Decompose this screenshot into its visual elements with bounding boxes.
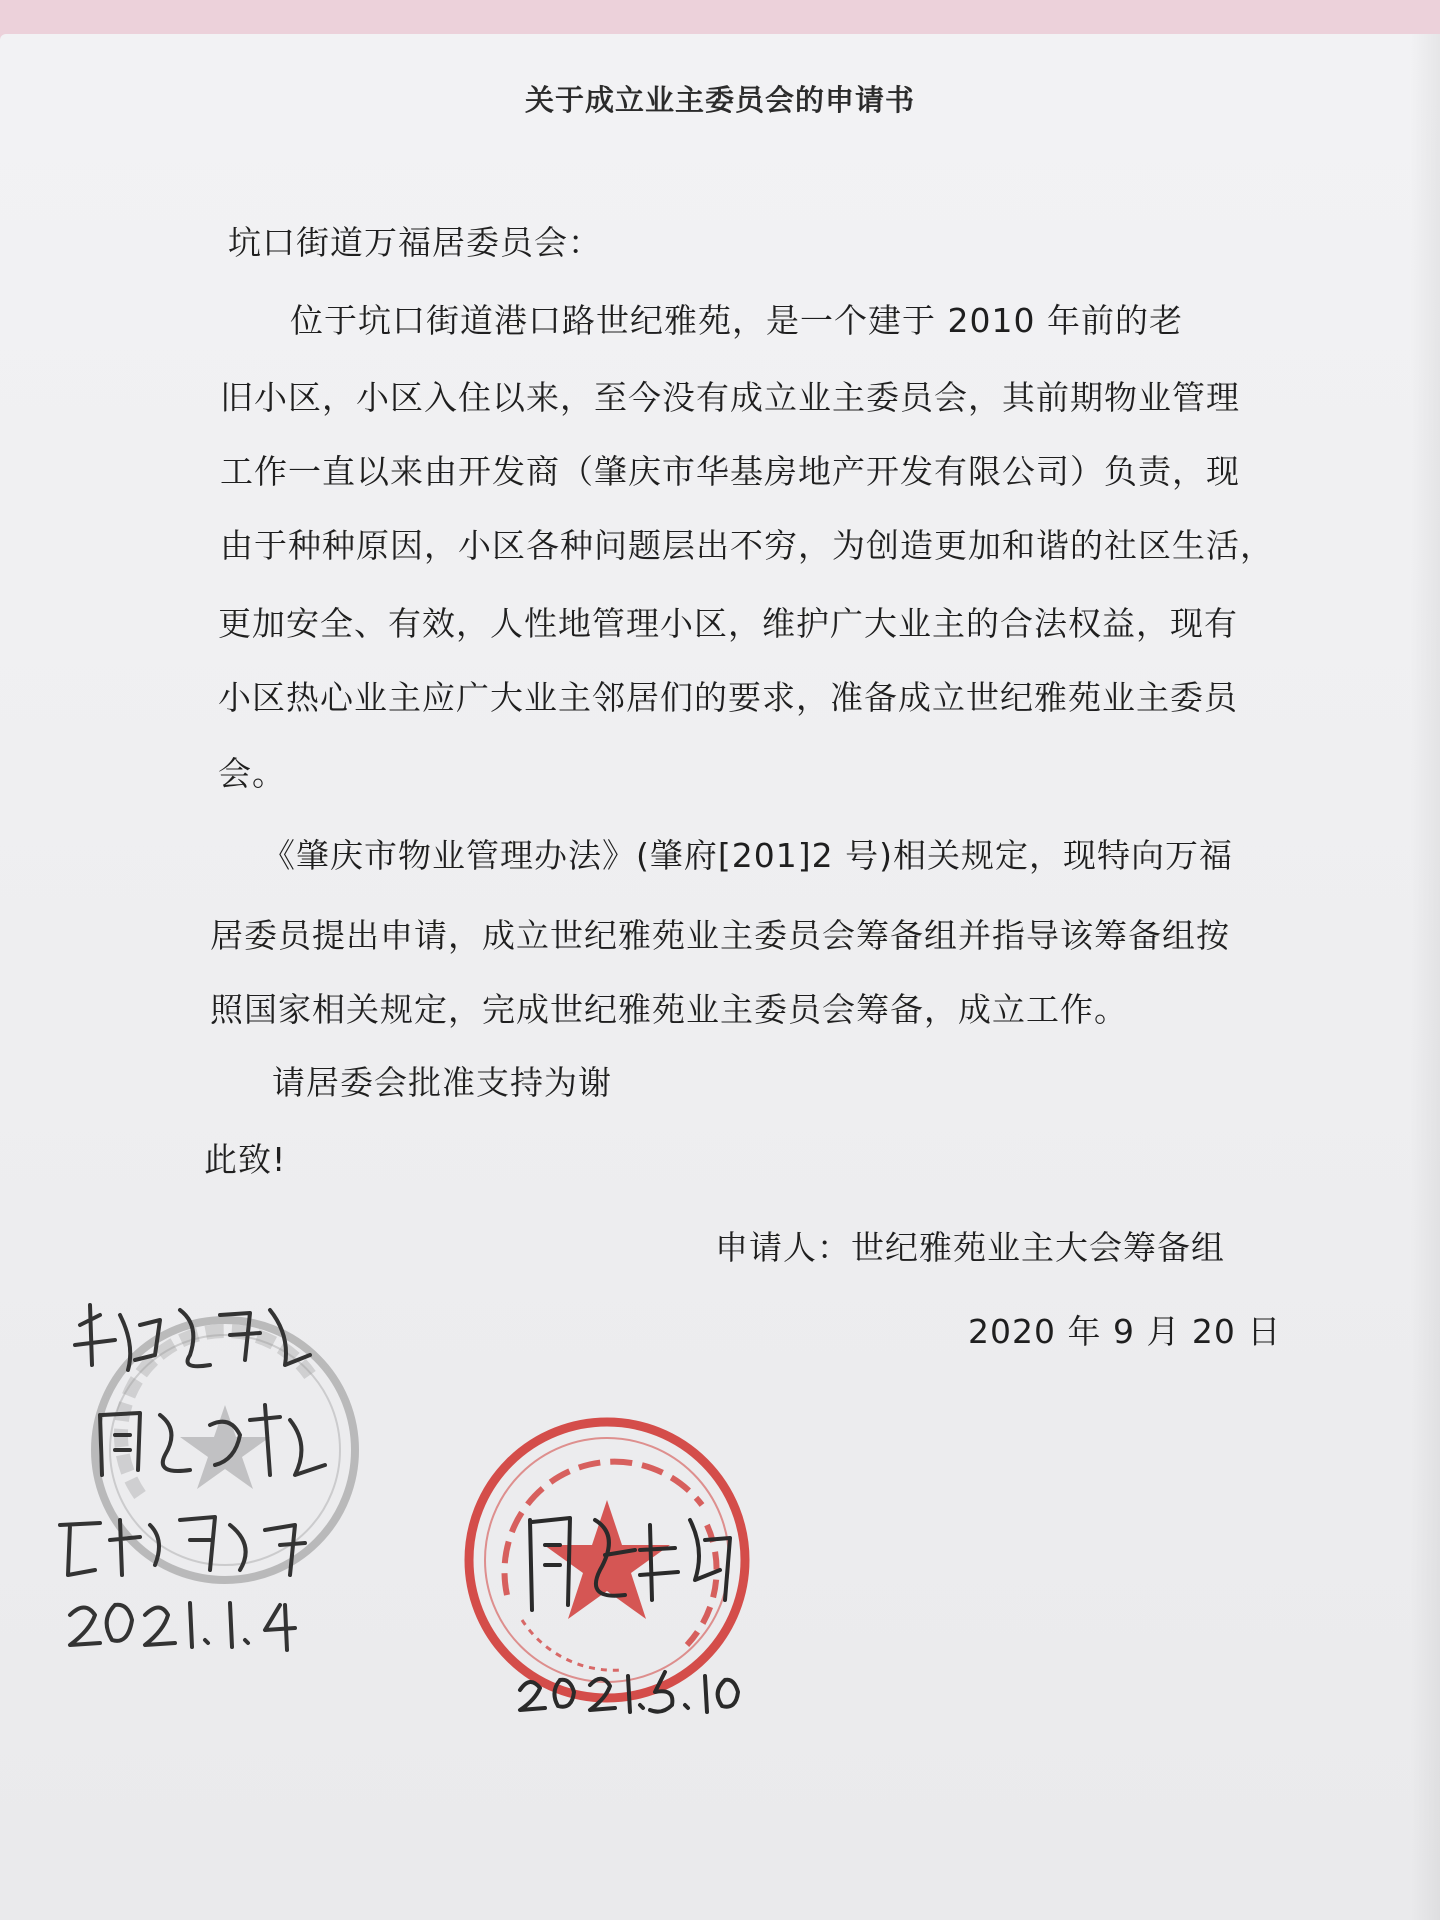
paragraph1-line: 工作一直以来由开发商（肇庆市华基房地产开发有限公司）负责，现 — [220, 452, 1240, 491]
request-line: 请居委会批准支持为谢 — [272, 1063, 612, 1102]
paper-shadow — [1410, 34, 1440, 1920]
document-title: 关于成立业主委员会的申请书 — [524, 83, 915, 117]
paragraph1-line: 旧小区，小区入住以来，至今没有成立业主委员会，其前期物业管理 — [220, 378, 1240, 417]
applicant-line: 申请人：世纪雅苑业主大会筹备组 — [715, 1228, 1225, 1267]
paragraph1-line: 更加安全、有效，人性地管理小区，维护广大业主的合法权益，现有 — [218, 604, 1238, 643]
closing-line: 此致! — [204, 1140, 287, 1179]
paragraph1-line: 会。 — [218, 754, 286, 793]
paragraph1-line: 由于种种原因，小区各种问题层出不穷，为创造更加和谐的社区生活， — [220, 526, 1274, 565]
salutation: 坑口街道万福居委员会： — [228, 223, 602, 262]
date-line: 2020 年 9 月 20 日 — [968, 1312, 1282, 1351]
paragraph2-line: 照国家相关规定，完成世纪雅苑业主委员会筹备，成立工作。 — [210, 990, 1128, 1029]
paragraph1-line: 小区热心业主应广大业主邻居们的要求，准备成立世纪雅苑业主委员 — [218, 678, 1238, 717]
paragraph2-line: 居委员提出申请，成立世纪雅苑业主委员会筹备组并指导该筹备组按 — [210, 916, 1230, 955]
handwritten-approval-right — [500, 1500, 760, 1720]
paragraph1-line: 位于坑口街道港口路世纪雅苑，是一个建于 2010 年前的老 — [290, 301, 1183, 340]
handwritten-approval-left — [40, 1285, 370, 1665]
paragraph2-line: 《肇庆市物业管理办法》(肇府[201]2 号)相关规定，现特向万福 — [262, 836, 1233, 875]
